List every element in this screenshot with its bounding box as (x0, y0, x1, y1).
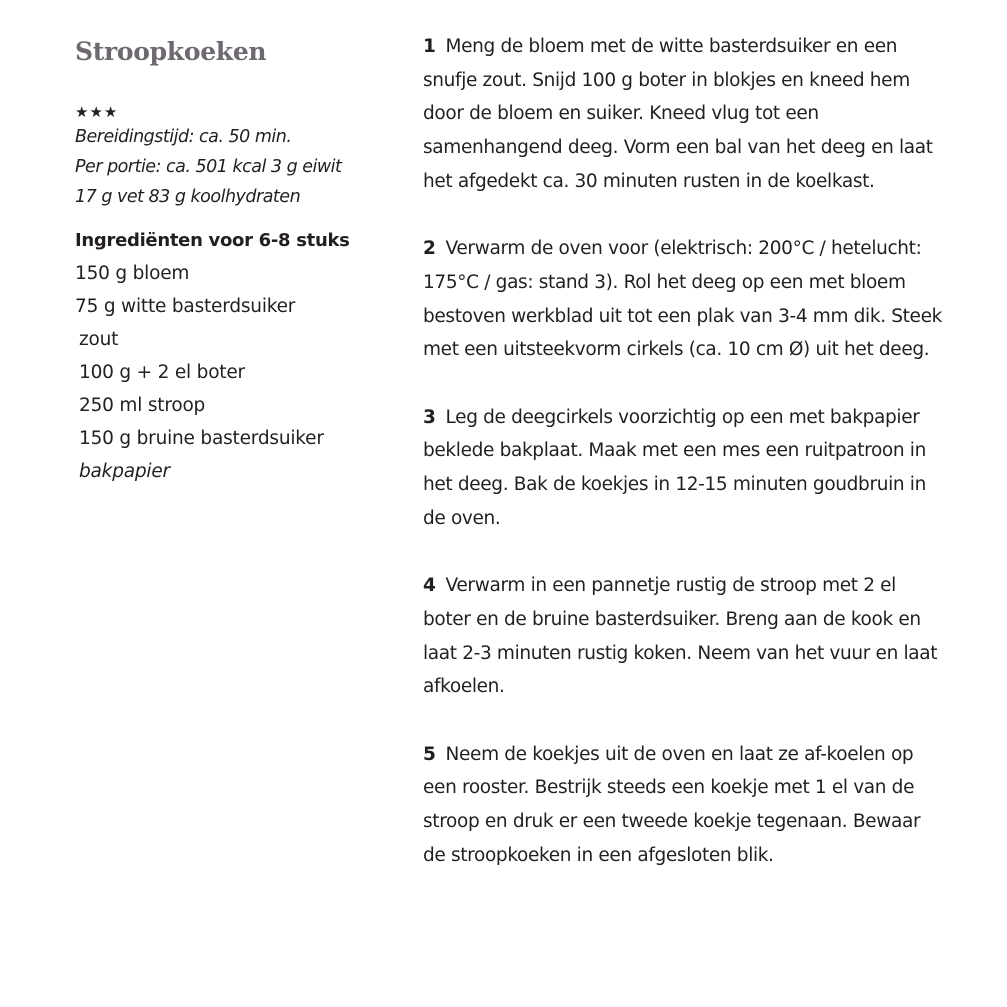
step-number: 4 (423, 575, 436, 597)
step-number: 5 (423, 743, 436, 765)
ingredients-heading: Ingrediënten voor 6-8 stuks (75, 230, 350, 251)
prep-time: Bereidingstijd: ca. 50 min. (75, 127, 292, 147)
ingredient-item: 150 g bruine basterdsuiker (79, 428, 324, 449)
ingredient-item: 100 g + 2 el boter (79, 362, 245, 383)
step-text: Verwarm in een pannetje rustig de stroop met 2 el boter en de bruine basterdsuiker. Breng aan de kook en laat 2-3 minuten rustig koken. Neem van het vuur en laat afkoelen. (423, 575, 938, 698)
difficulty-stars: ★★★ (75, 103, 119, 121)
recipe-sidebar (75, 34, 395, 488)
step-text: Neem de koekjes uit de oven en laat ze af-koelen op een rooster. Bestrijk steeds een koekje met 1 el van de stroop en druk er een tweede koekje tegenaan. Bewaar de stroopkoeken in een afgesloten blik. (423, 743, 921, 866)
step-text: Leg de deegcirkels voorzichtig op een met bakpapier beklede bakplaat. Maak met een mes een ruitpatroon in het deeg. Bak de koekjes in 12-15 minuten goudbruin in de oven. (423, 406, 926, 529)
step-3 (423, 401, 943, 536)
step-number: 2 (423, 238, 436, 260)
recipe-steps (423, 30, 943, 906)
ingredient-item: bakpapier (79, 461, 170, 482)
step-text: Verwarm de oven voor (elektrisch: 200°C / hetelucht: 175°C / gas: stand 3). Rol het deeg op een met bloem bestoven werkblad uit tot een plak van 3-4 mm dik. Steek met een uitsteekvorm cirkels (ca. 10 cm Ø) uit het deeg. (423, 238, 942, 361)
ingredient-item: 250 ml stroop (79, 395, 206, 416)
ingredient-item: 75 g witte basterdsuiker (75, 296, 296, 317)
ingredients-list (75, 257, 395, 488)
step-4 (423, 569, 943, 704)
step-text: Meng de bloem met de witte basterdsuiker en een snufje zout. Snijd 100 g boter in blokjes en kneed hem door de bloem en suiker. Kneed vlug tot een samenhangend deeg. Vorm een bal van het deeg en laat het afgedekt ca. 30 minuten rusten in de koelkast. (423, 36, 933, 192)
step-2 (423, 232, 943, 367)
step-5 (423, 738, 943, 873)
recipe-title: Stroopkoeken (75, 37, 267, 66)
step-number: 1 (423, 36, 436, 57)
step-1 (423, 30, 943, 199)
nutrition-line-2: 17 g vet 83 g koolhydraten (75, 187, 301, 207)
step-number: 3 (423, 406, 436, 428)
ingredient-item: zout (79, 329, 119, 350)
nutrition-line-1: Per portie: ca. 501 kcal 3 g eiwit (75, 157, 342, 177)
ingredient-item: 150 g bloem (75, 263, 190, 284)
